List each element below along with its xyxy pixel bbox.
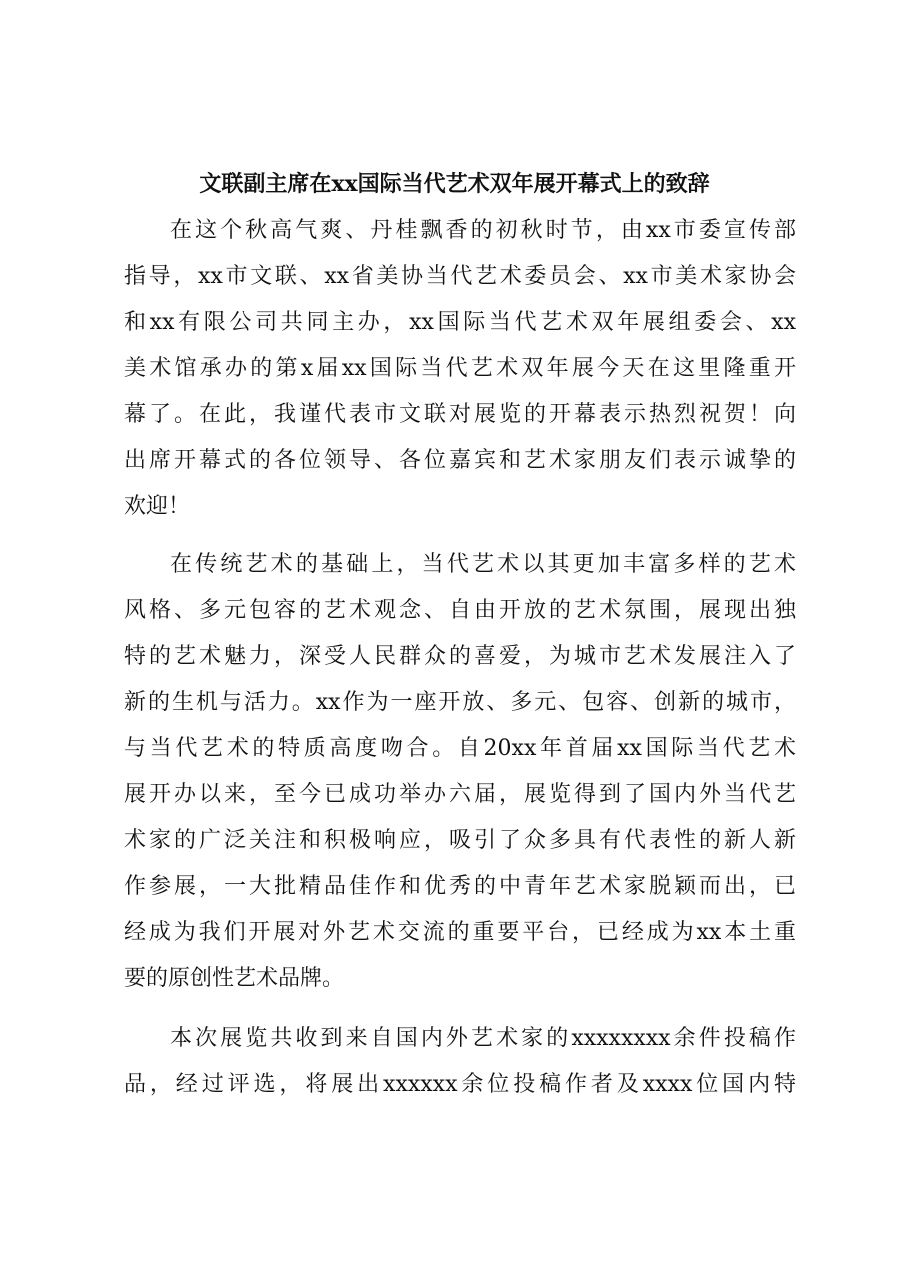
text-line: 展开办以来，至今已成功举办六届，展览得到了国内外当代艺	[124, 782, 796, 807]
text-line: 在这个秋高气爽、丹桂飘香的初秋时节，由xx市委宣传部	[170, 218, 796, 243]
paragraph-opening	[124, 208, 796, 530]
text-line: 术家的广泛关注和积极响应，吸引了众多具有代表性的新人新	[124, 828, 796, 853]
text-line: 欢迎！	[124, 494, 191, 519]
paragraph-contemporary-art	[124, 542, 796, 1002]
text-line: 经成为我们开展对外艺术交流的重要平台，已经成为xx本土重	[124, 920, 796, 945]
text-line: 作参展，一大批精品佳作和优秀的中青年艺术家脱颖而出，已	[124, 874, 796, 899]
text-line: 美术馆承办的第x届xx国际当代艺术双年展今天在这里隆重开	[124, 356, 796, 381]
text-line: 特的艺术魅力，深受人民群众的喜爱，为城市艺术发展注入了	[124, 644, 796, 669]
text-line: 指导，xx市文联、xx省美协当代艺术委员会、xx市美术家协会	[124, 264, 796, 289]
text-line: 和xx有限公司共同主办，xx国际当代艺术双年展组委会、xx	[124, 310, 796, 335]
document-title: 文联副主席在xx国际当代艺术双年展开幕式上的致辞	[199, 171, 710, 197]
text-line: 风格、多元包容的艺术观念、自由开放的艺术氛围，展现出独	[124, 598, 796, 623]
text-line: 出席开幕式的各位领导、各位嘉宾和艺术家朋友们表示诚挚的	[124, 448, 796, 473]
text-line: 本次展览共收到来自国内外艺术家的xxxxxxxx余件投稿作	[170, 1026, 796, 1051]
text-line: 要的原创性艺术品牌。	[124, 966, 345, 991]
text-line: 在传统艺术的基础上，当代艺术以其更加丰富多样的艺术	[170, 552, 796, 577]
paragraph-exhibition	[124, 1016, 796, 1108]
text-line: 新的生机与活力。xx作为一座开放、多元、包容、创新的城市，	[124, 690, 796, 715]
text-line: 与当代艺术的特质高度吻合。自20xx年首届xx国际当代艺术	[124, 736, 796, 761]
text-line: 品，经过评选，将展出xxxxxx余位投稿作者及xxxx位国内特	[124, 1072, 796, 1097]
text-line: 幕了。在此，我谨代表市文联对展览的开幕表示热烈祝贺！向	[124, 402, 796, 427]
